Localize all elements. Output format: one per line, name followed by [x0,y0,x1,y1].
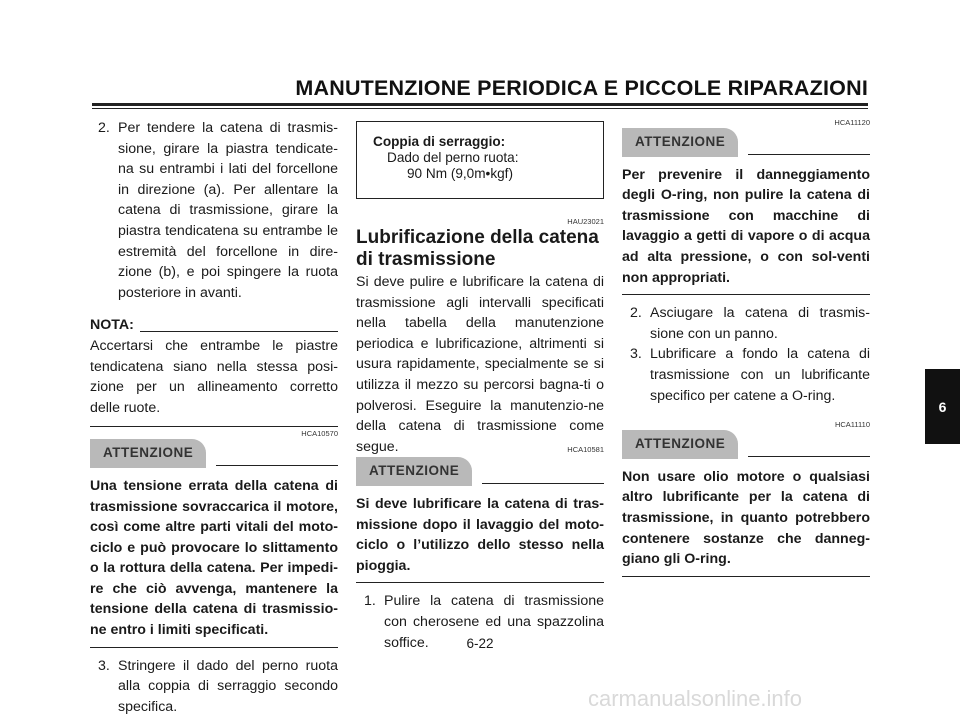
attention-text: Si deve lubrificare la catena di tras-missione dopo il lavaggio del moto-ciclo o l’utilizzo dello stesso nella pioggia. [356,495,604,574]
section-title-line-1: Lubrificazione della catena [356,227,599,248]
step-number: 3. [630,346,642,363]
section-code: HAU23021 [567,217,604,226]
reference-code: HCA11120 [834,118,870,127]
attention-rule [748,456,870,457]
section-title [356,227,604,271]
attention-badge: ATTENZIONE [356,457,472,486]
attention-rule [482,483,604,484]
attention-text: Non usare olio motore o qualsiasi altro lubrificante per la catena di trasmissione, in quanto potrebbero contenere sostanze che danneg-giano gli O-ring. [622,468,870,568]
divider [356,582,604,583]
divider [90,647,338,648]
section-title-line-2: di trasmissione [356,249,496,270]
page-number: 6-22 [466,636,494,651]
step-2 [622,303,870,344]
attention-heading [622,128,870,157]
attention-badge: ATTENZIONE [622,128,738,157]
step-text: Pulire la catena di trasmissione con cherosene ed una spazzolina soffice. [384,593,604,651]
note-rule [140,331,338,332]
chapter-tab: 6 [925,369,960,444]
torque-item: Dado del perno ruota: [387,150,519,165]
column-right [622,118,870,577]
reference-code: HCA10570 [301,429,338,439]
attention-heading [90,439,338,468]
step-3 [622,344,870,406]
torque-label: Coppia di serraggio: [373,134,506,149]
note-text: Accertarsi che entrambe le piastre tendicatena siano nella stessa posi-zione per un allineamento corretto delle ruote. [90,337,338,416]
page-header-title: MANUTENZIONE PERIODICA E PICCOLE RIPARAZIONI [295,76,868,100]
step-number: 1. [364,593,376,610]
header-rule-thin [92,108,868,109]
step-number: 2. [98,120,110,136]
step-text: Per tendere la catena di trasmis-sione, girare la piastra tendicate-na su entrambi i lati del forcellone in direzione (a). Per allentare la catena di trasmissione, girare la piastra tendicatena su entrambe le estremità del forcellone in dire-zione (b), e poi spingere la ruota posteriore in avanti. [118,120,338,301]
section-text: Si deve pulire e lubrificare la catena di trasmissione agli intervalli specificati nella tabella della manutenzione periodica e lubrificazione, altrimenti si usura rapidamente, specialmente se si utilizza il mezzo su percorsi bagna-ti o polverosi. Eseguire la manutenzio-ne della catena di trasmissione come segue. [356,274,604,455]
reference-code: HCA11110 [834,420,870,430]
attention-text: Per prevenire il danneggiamento degli O-ring, non pulire la catena di trasmissione con macchine di lavaggio a getti di vapore o di acqua ad alta pressione, o con sol-venti non appropriati. [622,166,870,286]
step-3 [90,656,338,718]
attention-heading [356,457,604,486]
attention-badge: ATTENZIONE [622,430,738,459]
header-rule [92,103,868,106]
note-heading [90,315,338,336]
attention-rule [216,465,338,466]
column-middle [356,121,604,653]
reference-code: HCA10581 [567,445,604,455]
attention-rule [748,154,870,155]
torque-spec-box [356,121,604,199]
attention-heading [622,430,870,459]
divider [622,294,870,295]
torque-value: 90 Nm (9,0m•kgf) [407,166,513,181]
divider [622,576,870,577]
watermark: carmanualsonline.info [588,686,803,711]
step-2 [90,118,338,303]
step-text: Stringere il dado del perno ruota alla coppia di serraggio secondo specifica. [118,657,338,715]
step-number: 3. [98,657,110,674]
attention-badge: ATTENZIONE [90,439,206,468]
step-text: Lubrificare a fondo la catena di trasmissione con un lubrificante specifico per catene a O-ring. [650,346,870,404]
step-number: 2. [630,305,642,322]
column-left [90,118,338,717]
attention-text: Una tensione errata della catena di trasmissione sovraccarica il motore, così come altre parti vitali del moto-ciclo e può provocare lo slittamento o la rottura della catena. Per impedi-re che ciò avvenga, mantenere la tensione della catena di trasmissio-ne entro i limiti specificati. [90,477,338,639]
divider [90,426,338,427]
note-label: NOTA: [90,317,134,334]
step-text: Asciugare la catena di trasmis-sione con un panno. [650,305,870,342]
